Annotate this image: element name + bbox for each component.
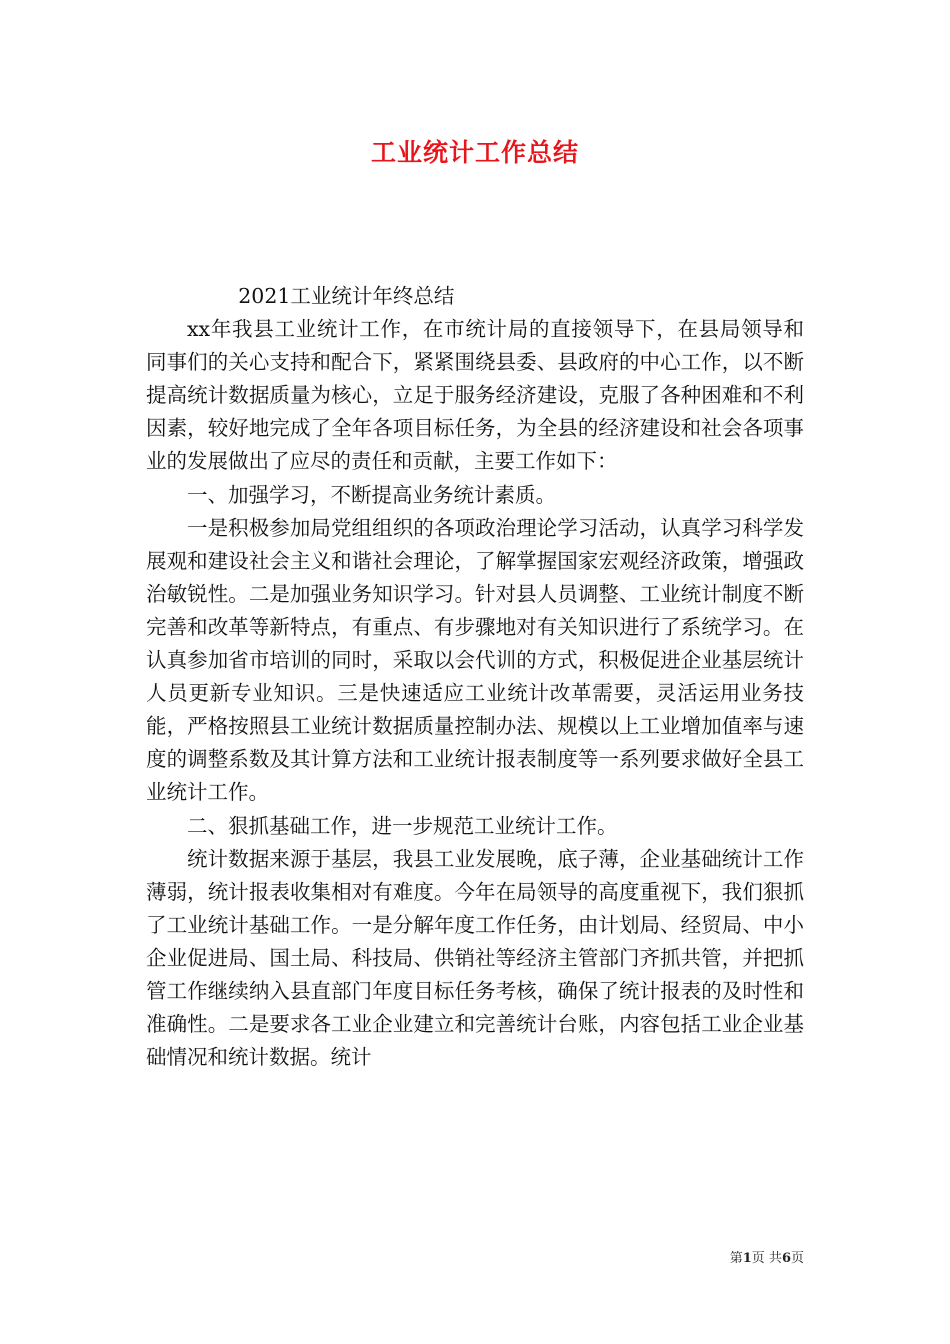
footer-prefix: 第 [729, 1251, 743, 1266]
section-heading-1: 一、加强学习，不断提高业务统计素质。 [187, 482, 556, 507]
footer-total-pages: 6 [781, 1251, 791, 1266]
footer-suffix: 页 [790, 1251, 804, 1266]
section-paragraph-2: 统计数据来源于基层，我县工业发展晚，底子薄，企业基础统计工作薄弱，统计报表收集相对有难度。今年在局领导的高度重视下，我们狠抓了工业统计基础工作。一是分解年度工作任务，由计划局、经贸局、中小企业促进局、国土局、科技局、供销社等经济主管部门齐抓共管，并把抓管工作继续纳入县直部门年度目标任务考核，确保了统计报表的及时性和准确性。二是要求各工业企业建立和完善统计台账，内容包括工业企业基础情况和统计数据。统计 [146, 846, 804, 1070]
footer-current-page: 1 [742, 1251, 752, 1266]
intro-paragraph: xx年我县工业统计工作，在市统计局的直接领导下，在县局领导和同事们的关心支持和配合下，紧紧围绕县委、县政府的中心工作，以不断提高统计数据质量为核心，立足于服务经济建设，克服了各种困难和不利因素，较好地完成了全年各项目标任务，为全县的经济建设和社会各项事业的发展做出了应尽的责任和贡献，主要工作如下： [146, 317, 804, 474]
section-paragraph-1: 一是积极参加局党组组织的各项政治理论学习活动，认真学习科学发展观和建设社会主义和谐社会理论，了解掌握国家宏观经济政策，增强政治敏锐性。二是加强业务知识学习。针对县人员调整、工业统计制度不断完善和改革等新特点，有重点、有步骤地对有关知识进行了系统学习。在认真参加省市培训的同时，采取以会代训的方式，积极促进企业基层统计人员更新专业知识。三是快速适应工业统计改革需要，灵活运用业务技能，严格按照县工业统计数据质量控制办法、规模以上工业增加值率与速度的调整系数及其计算方法和工业统计报表制度等一系列要求做好全县工业统计工作。 [146, 515, 804, 805]
footer-middle: 页 共 [751, 1251, 782, 1266]
document-title: 工业统计工作总结 [370, 138, 579, 167]
section-heading-2: 二、狠抓基础工作，进一步规范工业统计工作。 [187, 813, 618, 838]
page-number-footer [700, 1247, 804, 1266]
document-body [146, 280, 804, 1074]
document-subtitle: 2021工业统计年终总结 [238, 284, 455, 308]
